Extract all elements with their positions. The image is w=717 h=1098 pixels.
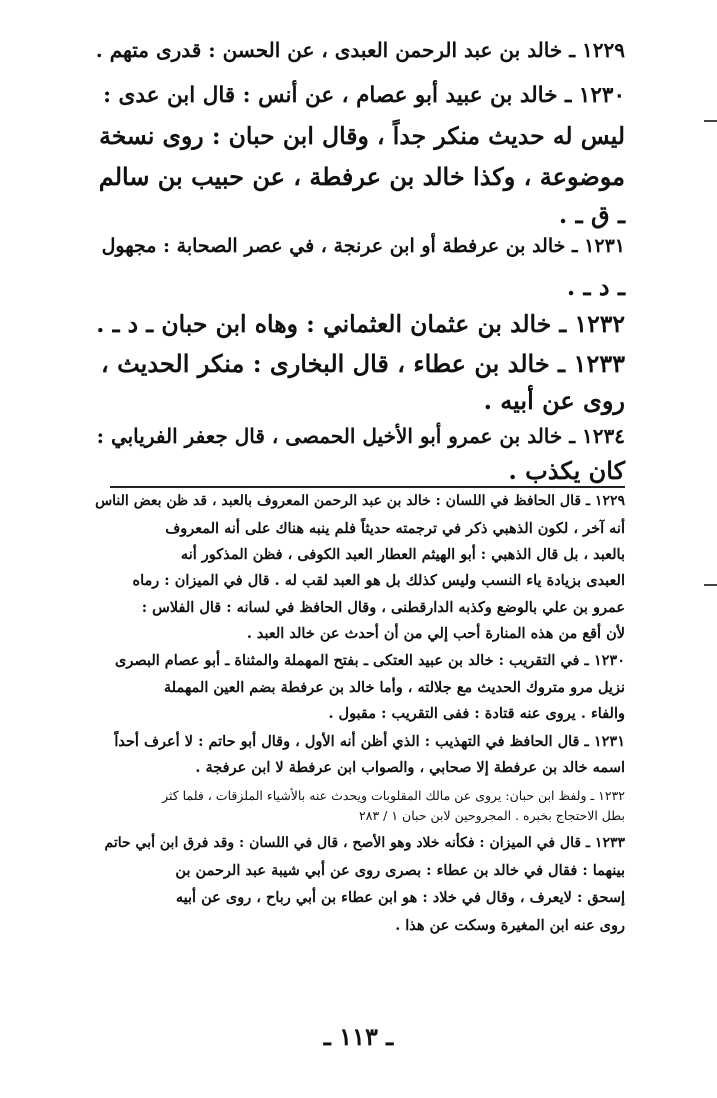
footnote-1229-line-4: العبدى بزيادة ياء النسب وليس كذلك بل هو العبد لقب له . قال في الميزان : رماه — [132, 572, 625, 589]
entry-1234: ١٢٣٤ ـ خالد بن عمرو أبو الأخيل الحمصى ، قال جعفر الفريابي : — [96, 424, 625, 448]
footnote-separator — [110, 486, 625, 488]
footnote-1232-line-2: بطل الاحتجاج بخبره . المجروحين لابن حبان ١ / ٢٨٣ — [359, 808, 625, 823]
footnote-1232: ١٢٣٢ ـ ولفظ ابن حبان: يروى عن مالك المقلوبات ويحدث عنه بالأشياء الملزقات ، فلما كثر — [162, 788, 625, 803]
entry-1230-line-2: ليس له حديث منكر جداً ، وقال ابن حبان : روى نسخة — [99, 122, 625, 150]
footnote-1233-line-3: إسحق : لايعرف ، وقال في خلاد : هو ابن عطاء بن أبي رباح ، روى عن أبيه — [175, 889, 625, 906]
entry-1230-line-4: ـ ق ـ . — [558, 200, 625, 229]
entry-1230-line-3: موضوعة ، وكذا خالد بن عرفطة ، عن حبيب بن سالم — [98, 162, 625, 191]
entry-1230: ١٢٣٠ ـ خالد بن عبيد أبو عصام ، عن أنس : قال ابن عدى : — [103, 83, 625, 108]
footnote-1229-line-3: بالعبد ، بل قال الذهبي : أبو الهيثم العطار العبد الكوفى ، فظن المذكور أنه — [180, 546, 625, 563]
page-number: ـ ١١٣ ـ — [323, 1022, 394, 1051]
footnote-1230: ١٢٣٠ ـ في التقريب : خالد بن عبيد العتكى ـ بفتح المهملة والمثناة ـ أبو عصام البصرى — [115, 652, 625, 669]
footnote-1233: ١٢٣٣ ـ قال في الميزان : فكأنه خلاد وهو الأصح ، قال في اللسان : وقد فرق ابن أبي حاتم — [104, 835, 625, 851]
footnote-1229-line-2: أنه آخر ، لكون الذهبي ذكر في ترجمته حديثاً فلم ينبه هناك على أنه المعروف — [165, 520, 625, 537]
footnote-1230-line-3: والفاء . يروى عنه قتادة : ففى التقريب : مقبول . — [328, 705, 625, 722]
entry-1231-line-2: ـ د ـ . — [566, 272, 625, 301]
footnote-1233-line-4: روى عنه ابن المغيرة وسكت عن هذا . — [395, 917, 625, 934]
footnote-1230-line-2: نزيل مرو متروك الحديث مع جلالته ، وأما خالد بن عرفطة بضم العين المهملة — [163, 679, 625, 696]
footnote-1233-line-2: بينهما : فقال في خالد بن عطاء : بصرى روى عن أبي شيبة عبد الرحمن بن — [175, 862, 625, 879]
entry-1234-line-2: كان يكذب . — [508, 456, 625, 485]
footnote-1231-line-2: اسمه خالد بن عرفطة إلا صحابي ، والصواب ابن عرفطة لا ابن عرفجة . — [195, 759, 625, 776]
entry-1233-line-2: روى عن أبيه . — [483, 386, 625, 415]
margin-mark — [704, 584, 717, 586]
footnote-1229-line-6: لأن أقع من هذه المنارة أحب إلي من أن أحدث عن خالد العبد . — [246, 625, 625, 642]
footnote-1231: ١٢٣١ ـ قال الحافظ في التهذيب : الذي أظن أنه الأول ، وقال أبو حاتم : لا أعرف أحداً — [114, 733, 625, 750]
entry-1229: ١٢٢٩ ـ خالد بن عبد الرحمن العبدى ، عن الحسن : قدرى متهم . — [95, 38, 625, 62]
entry-1232: ١٢٣٢ ـ خالد بن عثمان العثماني : وهاه ابن حبان ـ د ـ . — [96, 310, 625, 338]
footnote-1229-line-5: عمرو بن علي بالوضع وكذبه الدارقطنى ، وقال الحافظ في لسانه : قال الفلاس : — [141, 599, 625, 616]
footnote-1229: ١٢٢٩ ـ قال الحافظ في اللسان : خالد بن عبد الرحمن المعروف بالعبد ، قد ظن بعض الناس — [95, 493, 625, 509]
entry-1233: ١٢٣٣ ـ خالد بن عطاء ، قال البخارى : منكر الحديث ، — [100, 349, 625, 378]
entry-1231: ١٢٣١ ـ خالد بن عرفطة أو ابن عرنجة ، في عصر الصحابة : مجهول — [101, 235, 625, 257]
margin-mark — [704, 120, 717, 122]
